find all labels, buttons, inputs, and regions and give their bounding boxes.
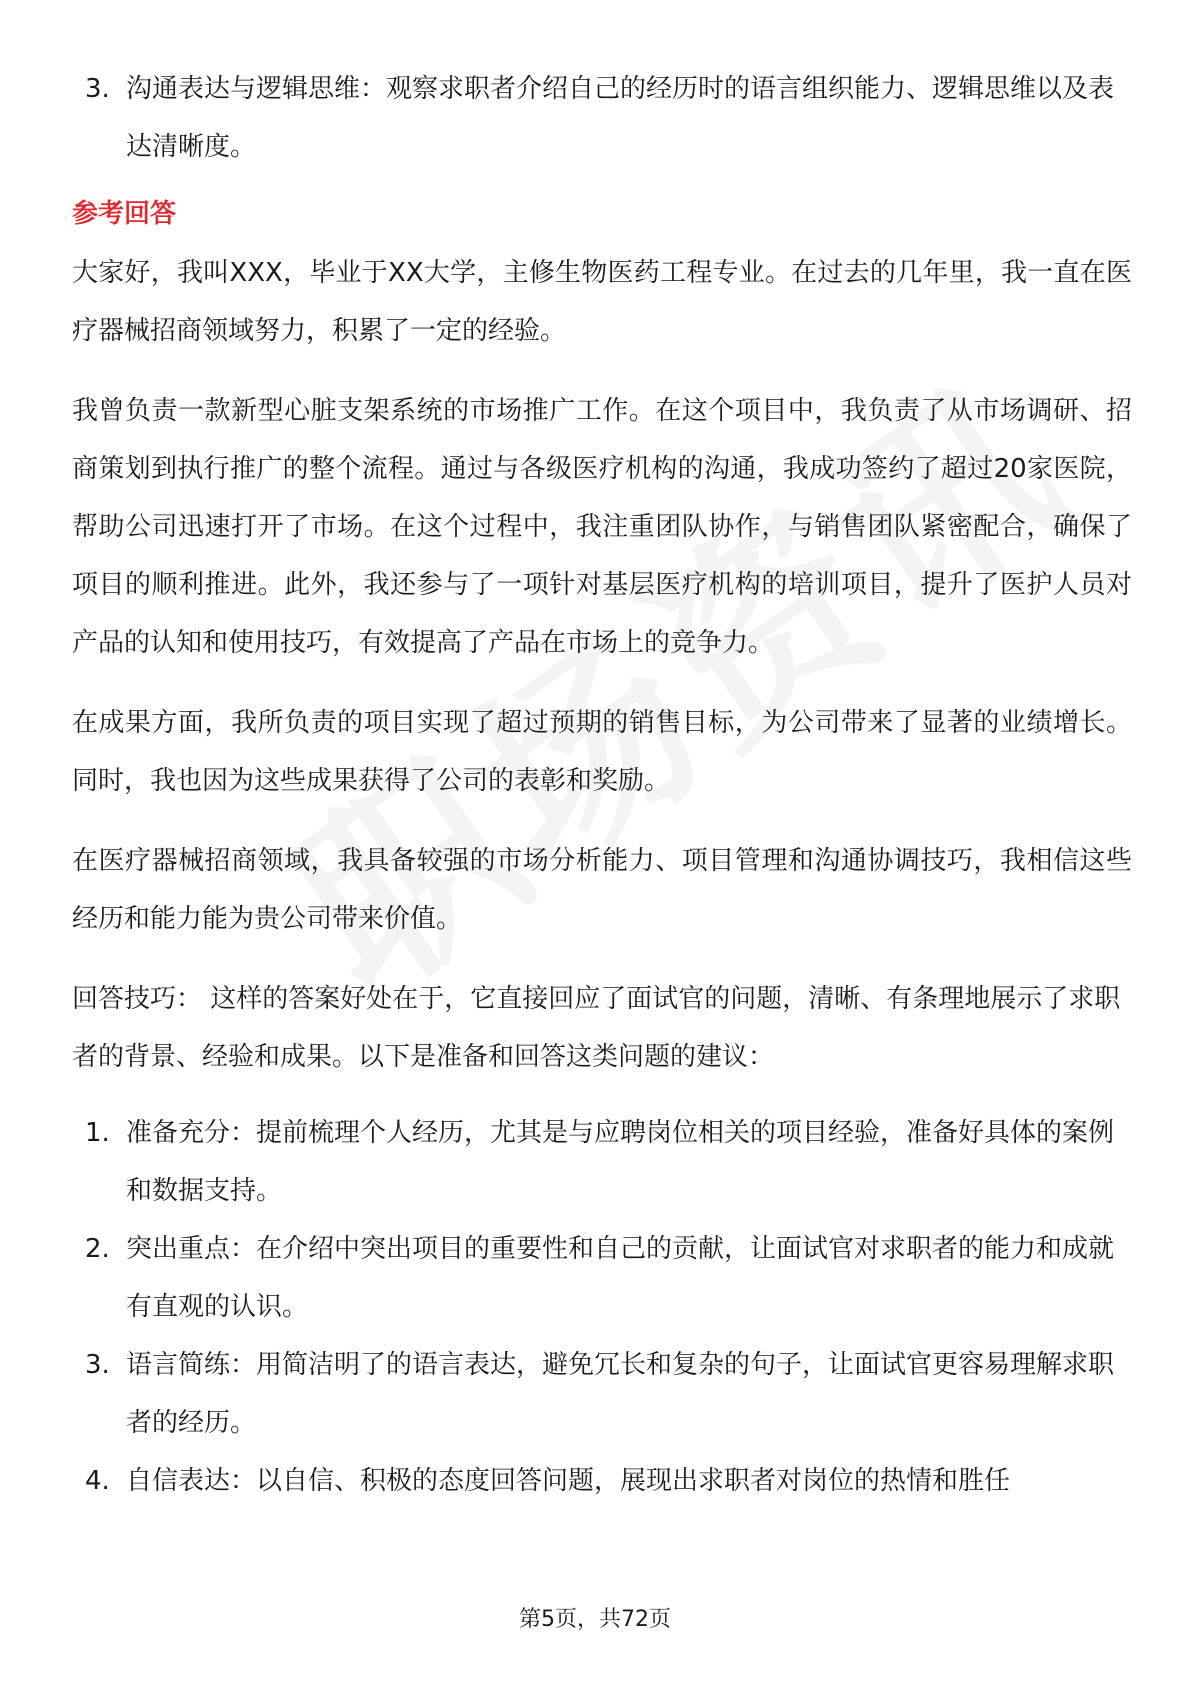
page-content [72,60,1132,1510]
list-item-number: 4. [85,1466,110,1496]
list-item [72,1336,1132,1452]
list-item-number: 1. [85,1118,110,1148]
answer-paragraph-4: 在医疗器械招商领域，我具备较强的市场分析能力、项目管理和沟通协调技巧，我相信这些经历和能力能为贵公司带来价值。 [72,846,1132,934]
list-item-text: 沟通表达与逻辑思维：观察求职者介绍自己的经历时的语言组织能力、逻辑思维以及表达清晰度。 [126,74,1115,162]
list-item-number: 2. [85,1234,110,1264]
section-heading: 参考回答 [72,199,177,229]
page-footer: 第5页，共72页 [519,1607,671,1632]
list-item-text: 语言简练：用简洁明了的语言表达，避免冗长和复杂的句子，让面试官更容易理解求职者的经历。 [126,1350,1115,1438]
list-item [72,1104,1132,1220]
list-item-number: 3. [85,74,110,104]
tips-intro: 回答技巧： 这样的答案好处在于，它直接回应了面试官的问题，清晰、有条理地展示了求职者的背景、经验和成果。以下是准备和回答这类问题的建议： [72,984,1121,1072]
list-item [72,1452,1132,1510]
list-item [72,1220,1132,1336]
list-item [72,60,1132,176]
list-item-text: 准备充分：提前梳理个人经历，尤其是与应聘岗位相关的项目经验，准备好具体的案例和数据支持。 [126,1118,1115,1206]
answer-paragraph-2: 我曾负责一款新型心脏支架系统的市场推广工作。在这个项目中，我负责了从市场调研、招商策划到执行推广的整个流程。通过与各级医疗机构的沟通，我成功签约了超过20家医院，帮助公司迅速打开了市场。在这个过程中，我注重团队协作，与销售团队紧密配合，确保了项目的顺利推进。此外，我还参与了一项针对基层医疗机构的培训项目，提升了医护人员对产品的认知和使用技巧，有效提高了产品在市场上的竞争力。 [72,396,1132,658]
answer-paragraph-3: 在成果方面，我所负责的项目实现了超过预期的销售目标，为公司带来了显著的业绩增长。同时，我也因为这些成果获得了公司的表彰和奖励。 [72,708,1132,796]
list-item-text: 突出重点：在介绍中突出项目的重要性和自己的贡献，让面试官对求职者的能力和成就有直观的认识。 [126,1234,1115,1322]
answer-paragraph-1: 大家好，我叫XXX，毕业于XX大学，主修生物医药工程专业。在过去的几年里，我一直在医疗器械招商领域努力，积累了一定的经验。 [72,258,1132,346]
list-item-number: 3. [85,1350,110,1380]
tips-list [72,1104,1132,1510]
list-item-text: 自信表达：以自信、积极的态度回答问题，展现出求职者对岗位的热情和胜任 [126,1466,1011,1496]
